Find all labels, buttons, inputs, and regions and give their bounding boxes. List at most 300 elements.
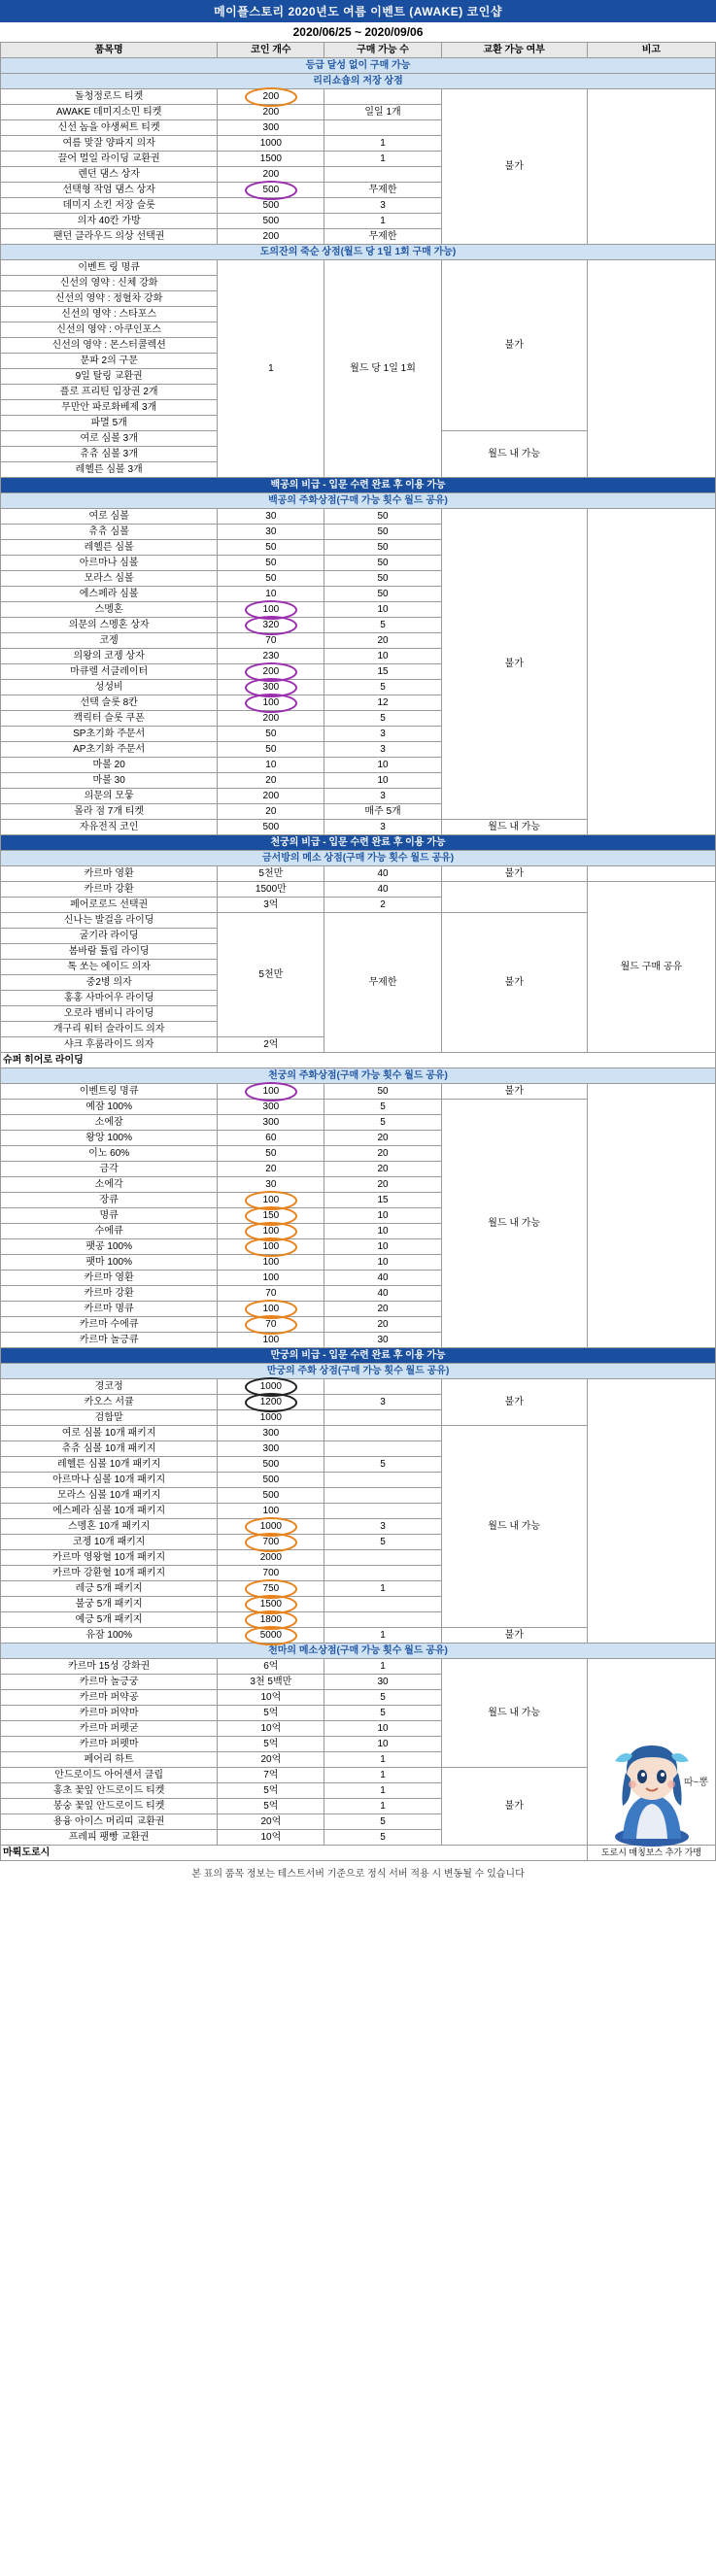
cell-coin: 100 — [218, 695, 324, 711]
cell-note — [587, 1379, 715, 1644]
table-row — [1, 260, 716, 276]
cell-exchange: 불가 — [441, 1768, 587, 1846]
cell-item: 스멩혼 10개 패키지 — [1, 1519, 218, 1535]
cell-buy: 10 — [324, 758, 441, 773]
section-footer-label: 슈퍼 히어로 라이딩 — [1, 1053, 716, 1068]
cell-buy: 10 — [324, 773, 441, 789]
cell-item: 신선 놈을 야생써트 티켓 — [1, 120, 218, 136]
cell-item: 코젱 10개 패키지 — [1, 1535, 218, 1550]
cell-buy: 3 — [324, 820, 441, 835]
page-title: 메이플스토리 2020년도 여름 이벤트 (AWAKE) 코인샵 — [0, 0, 716, 22]
cell-buy: 1 — [324, 1628, 441, 1644]
cell-buy: 3 — [324, 742, 441, 758]
cell-buy — [324, 167, 441, 183]
cell-item: 카르마 영환 — [1, 1271, 218, 1286]
cell-coin: 500 — [218, 214, 324, 229]
cell-item: 명큐 — [1, 1208, 218, 1224]
cell-buy: 5 — [324, 1706, 441, 1721]
cell-exchange: 월드 내 가능 — [441, 1426, 587, 1628]
cell-item: 카르마 강환혈 10개 패키지 — [1, 1566, 218, 1581]
cell-buy — [324, 1426, 441, 1441]
cell-coin: 150 — [218, 1208, 324, 1224]
cell-coin: 20 — [218, 773, 324, 789]
cell-note — [587, 866, 715, 882]
cell-item: 카르마 영왕혈 10개 패키지 — [1, 1550, 218, 1566]
cell-coin: 200 — [218, 789, 324, 804]
banner-cheonma2 — [1, 1644, 716, 1659]
cell-buy: 5 — [324, 618, 441, 633]
cell-exchange: 불가 — [441, 1084, 587, 1100]
banner-cheonma — [1, 1068, 716, 1084]
cell-item: 안드로이드 아어센서 클립 — [1, 1768, 218, 1783]
section-footer-label: 마뤽도로시 — [1, 1846, 588, 1861]
cell-buy: 50 — [324, 571, 441, 587]
cell-item: 신선의 영약 : 정혈차 강화 — [1, 291, 218, 307]
cell-buy: 5 — [324, 1457, 441, 1473]
cell-buy — [324, 1566, 441, 1581]
cell-coin: 20 — [218, 804, 324, 820]
cell-item: 카르마 놀긍궁 — [1, 1675, 218, 1690]
cell-item: 아르마나 심볼 — [1, 556, 218, 571]
cell-buy: 1 — [324, 1783, 441, 1799]
cell-item: 팻공 100% — [1, 1239, 218, 1255]
cell-note — [587, 509, 715, 835]
cell-item: 의문의 스멩혼 상자 — [1, 618, 218, 633]
cell-item: 카르마 수에큐 — [1, 1317, 218, 1333]
cell-item: 신선의 영약 : 몬스터콜렉션 — [1, 338, 218, 354]
cell-coin: 100 — [218, 1333, 324, 1348]
cell-item: 의왕의 코젱 상자 — [1, 649, 218, 664]
cell-item: 봄바람 튤립 라이딩 — [1, 944, 218, 960]
table-row — [1, 1659, 716, 1675]
table-row — [1, 89, 716, 105]
cell-buy: 20 — [324, 633, 441, 649]
cell-coin: 7억 — [218, 1768, 324, 1783]
cell-buy: 50 — [324, 525, 441, 540]
cell-coin: 20억 — [218, 1814, 324, 1830]
cell-buy: 20 — [324, 1317, 441, 1333]
cell-exchange — [441, 882, 587, 913]
cell-coin: 300 — [218, 1441, 324, 1457]
cell-coin: 70 — [218, 1317, 324, 1333]
cell-coin: 700 — [218, 1566, 324, 1581]
cell-item: 선택형 작엄 댐스 상자 — [1, 183, 218, 198]
cell-item: 카르마 영환 — [1, 866, 218, 882]
cell-item: 플로 프리틴 입장권 2개 — [1, 385, 218, 400]
cell-coin: 70 — [218, 1286, 324, 1302]
cell-coin: 10 — [218, 587, 324, 602]
cell-buy — [324, 1473, 441, 1488]
cell-item: 경코정 — [1, 1379, 218, 1395]
character-label: 따~뽕 — [683, 1778, 708, 1788]
subbanner-equip — [1, 74, 716, 89]
cell-coin: 300 — [218, 1100, 324, 1115]
cell-buy: 40 — [324, 866, 441, 882]
banner-cheongong-cell: 천궁의 비급 - 입문 수련 완료 후 이용 가능 — [1, 835, 716, 851]
cell-buy — [324, 1379, 441, 1395]
cell-exchange: 불가 — [441, 913, 587, 1053]
cell-buy: 1 — [324, 1752, 441, 1768]
cell-item: 문파 2의 구문 — [1, 354, 218, 369]
cell-buy: 5 — [324, 1115, 441, 1131]
cell-buy: 10 — [324, 1239, 441, 1255]
cell-item: 카오스 서큘 — [1, 1395, 218, 1410]
cell-coin: 100 — [218, 1239, 324, 1255]
cell-buy: 20 — [324, 1177, 441, 1193]
cell-item: 츄츄 심볼 — [1, 525, 218, 540]
cell-buy — [324, 1550, 441, 1566]
cell-item: 이노 60% — [1, 1146, 218, 1162]
table-row — [1, 1084, 716, 1100]
cell-item: 여로 심볼 3개 — [1, 431, 218, 447]
cell-item: 데미지 소킨 저장 슬롯 — [1, 198, 218, 214]
cell-buy: 5 — [324, 1690, 441, 1706]
cell-buy: 무제한 — [324, 183, 441, 198]
cell-coin: 1000 — [218, 1379, 324, 1395]
cell-item: 마큐렐 서클레이터 — [1, 664, 218, 680]
table-row — [1, 882, 716, 898]
cell-item: 소에잠 — [1, 1115, 218, 1131]
cell-item: 의문의 모뭏 — [1, 789, 218, 804]
cell-note: 월드 구매 공유 — [587, 882, 715, 1053]
cell-buy: 무제한 — [324, 229, 441, 245]
cell-item: AP초기화 주문서 — [1, 742, 218, 758]
cell-buy: 1 — [324, 136, 441, 152]
cell-item: 불궁 5개 패키지 — [1, 1597, 218, 1612]
coin-shop-table — [0, 42, 716, 1861]
cell-buy: 5 — [324, 711, 441, 727]
cell-item: 유잠 100% — [1, 1628, 218, 1644]
cell-item: 봉숭 꽃잎 안드로이드 티켓 — [1, 1799, 218, 1814]
cell-item: 코젱 — [1, 633, 218, 649]
cell-item: 파멸 5개 — [1, 416, 218, 431]
cell-item: 마볼 30 — [1, 773, 218, 789]
table-row — [1, 509, 716, 525]
cell-coin: 1500 — [218, 152, 324, 167]
cell-buy — [324, 1612, 441, 1628]
cell-buy: 12 — [324, 695, 441, 711]
cell-item: 예긍 5개 패키지 — [1, 1612, 218, 1628]
cell-item: 레헬른 심볼 — [1, 540, 218, 556]
cell-item: 카르마 퍼펫마 — [1, 1737, 218, 1752]
cell-coin: 200 — [218, 229, 324, 245]
cell-item: 모라스 심볼 10개 패키지 — [1, 1488, 218, 1504]
cell-coin: 50 — [218, 571, 324, 587]
cell-coin: 50 — [218, 540, 324, 556]
cell-coin: 5억 — [218, 1783, 324, 1799]
cell-buy — [324, 1597, 441, 1612]
cell-buy: 40 — [324, 882, 441, 898]
cell-item: 츄츄 심볼 10개 패키지 — [1, 1441, 218, 1457]
col-coin: 코인 개수 — [218, 43, 324, 58]
section-footer-note: 도로시 매칭보스 추가 가맹 — [587, 1846, 715, 1861]
cell-coin: 20억 — [218, 1752, 324, 1768]
cell-item: 페어리 하트 — [1, 1752, 218, 1768]
cell-coin: 500 — [218, 1473, 324, 1488]
cell-note — [587, 260, 715, 478]
cell-buy: 1 — [324, 214, 441, 229]
cell-item: 여로 심볼 10개 패키지 — [1, 1426, 218, 1441]
cell-coin: 750 — [218, 1581, 324, 1597]
cell-item: 9일 탈링 교환권 — [1, 369, 218, 385]
banner-manpa — [1, 1348, 716, 1364]
cell-buy — [324, 1488, 441, 1504]
cell-coin: 10억 — [218, 1721, 324, 1737]
cell-coin: 500 — [218, 1488, 324, 1504]
cell-coin: 100 — [218, 1271, 324, 1286]
cell-item: 마볼 20 — [1, 758, 218, 773]
cell-exchange: 불가 — [441, 509, 587, 820]
cell-coin: 30 — [218, 525, 324, 540]
cell-exchange: 월드 내 가능 — [441, 1659, 587, 1768]
subbanner-cheongong-cell: 금서방의 메소 상점(구매 가능 횟수 월드 공유) — [1, 851, 716, 866]
cell-item: 팬던 클라우드 의상 선택권 — [1, 229, 218, 245]
cell-buy: 일일 1개 — [324, 105, 441, 120]
cell-coin: 10억 — [218, 1690, 324, 1706]
cell-item: 신선의 영약 : 아쿠인포스 — [1, 322, 218, 338]
banner-cheonma-cell: 천궁의 주화상점(구매 가능 횟수 월드 공유) — [1, 1068, 716, 1084]
col-note: 비고 — [587, 43, 715, 58]
cell-buy: 3 — [324, 1519, 441, 1535]
cell-item: 소에각 — [1, 1177, 218, 1193]
cell-coin: 230 — [218, 649, 324, 664]
cell-buy: 3 — [324, 789, 441, 804]
cell-item: 오로라 뱀비니 라이딩 — [1, 1006, 218, 1022]
cell-coin: 5천만 — [218, 866, 324, 882]
cell-exchange: 월드 내 가능 — [441, 431, 587, 478]
cell-item: 카르마 퍼약공 — [1, 1690, 218, 1706]
cell-coin: 70 — [218, 633, 324, 649]
table-row — [1, 1379, 716, 1395]
cell-coin: 100 — [218, 1504, 324, 1519]
cell-item: 레긍 5개 패키지 — [1, 1581, 218, 1597]
cell-item: 카르마 퍼약마 — [1, 1706, 218, 1721]
cell-item: 페어로로드 선택권 — [1, 898, 218, 913]
banner-cheongong — [1, 835, 716, 851]
cell-coin: 50 — [218, 1146, 324, 1162]
cell-item: 신선의 영약 : 신체 강화 — [1, 276, 218, 291]
cell-buy: 무제한 — [324, 913, 441, 1053]
cell-coin: 1 — [218, 260, 324, 478]
cell-coin: 320 — [218, 618, 324, 633]
cell-coin: 300 — [218, 1426, 324, 1441]
cell-item: AWAKE 데미지소민 티켓 — [1, 105, 218, 120]
cell-buy: 3 — [324, 1395, 441, 1410]
cell-coin: 30 — [218, 509, 324, 525]
cell-buy — [324, 1504, 441, 1519]
cell-coin: 200 — [218, 167, 324, 183]
cell-item: 굴기라 라이딩 — [1, 929, 218, 944]
cell-coin: 100 — [218, 1302, 324, 1317]
subbanner-manpa-cell: 만궁의 주화 상점(구매 가능 횟수 월드 공유) — [1, 1364, 716, 1379]
table-body — [1, 58, 716, 1861]
cell-buy: 1 — [324, 1799, 441, 1814]
cell-buy: 5 — [324, 1535, 441, 1550]
cell-item: 의자 40칸 가방 — [1, 214, 218, 229]
cell-buy: 1 — [324, 1768, 441, 1783]
cell-exchange: 불가 — [441, 866, 587, 882]
cell-item: 몰라 점 7개 티켓 — [1, 804, 218, 820]
cell-item: 레헬른 심볼 3개 — [1, 462, 218, 478]
cell-coin: 10억 — [218, 1830, 324, 1846]
cell-buy: 10 — [324, 602, 441, 618]
cell-item: 카르마 15성 강화권 — [1, 1659, 218, 1675]
cell-buy: 40 — [324, 1286, 441, 1302]
cell-item: 무만안 파로화베제 3개 — [1, 400, 218, 416]
cell-buy: 40 — [324, 1271, 441, 1286]
cell-item: 중2병 의자 — [1, 975, 218, 991]
cell-buy: 50 — [324, 556, 441, 571]
cell-buy: 10 — [324, 1208, 441, 1224]
banner-equip — [1, 58, 716, 74]
cell-coin: 700 — [218, 1535, 324, 1550]
cell-coin: 1000 — [218, 1410, 324, 1426]
col-item: 품목명 — [1, 43, 218, 58]
banner-equip-cell: 등급 달성 없이 구매 가능 — [1, 58, 716, 74]
cell-buy: 매주 5개 — [324, 804, 441, 820]
cell-coin: 3억 — [218, 898, 324, 913]
cell-item: 카르마 강환 — [1, 1286, 218, 1302]
col-exchange: 교환 가능 여부 — [441, 43, 587, 58]
cell-coin: 500 — [218, 183, 324, 198]
cell-coin: 10 — [218, 758, 324, 773]
col-buy: 구매 가능 수 — [324, 43, 441, 58]
cell-item: 캑릭터 슬롯 쿠폰 — [1, 711, 218, 727]
cell-coin: 20 — [218, 1162, 324, 1177]
cell-coin: 500 — [218, 1457, 324, 1473]
cell-coin: 200 — [218, 105, 324, 120]
cell-buy: 3 — [324, 727, 441, 742]
cell-buy: 5 — [324, 1100, 441, 1115]
cell-item: 개구리 워터 슬라이드 의자 — [1, 1022, 218, 1037]
cell-item: SP초기화 주문서 — [1, 727, 218, 742]
banner-doui-cell: 도의잔의 죽순 상점(월드 당 1일 1회 구매 가능) — [1, 245, 716, 260]
character-illustration — [594, 1732, 710, 1848]
cell-coin: 100 — [218, 1084, 324, 1100]
cell-coin: 60 — [218, 1131, 324, 1146]
cell-buy: 20 — [324, 1162, 441, 1177]
cell-item: 선택 슬롯 8칸 — [1, 695, 218, 711]
cell-item: 팻마 100% — [1, 1255, 218, 1271]
cell-item: 에스페라 심볼 10개 패키지 — [1, 1504, 218, 1519]
cell-item: 자유전직 코인 — [1, 820, 218, 835]
cell-item: 검함말 — [1, 1410, 218, 1426]
cell-coin: 5억 — [218, 1799, 324, 1814]
cell-coin: 100 — [218, 1193, 324, 1208]
cell-item: 성성비 — [1, 680, 218, 695]
cell-coin: 300 — [218, 1115, 324, 1131]
cell-note — [587, 89, 715, 245]
subbanner-baekgong — [1, 493, 716, 509]
cell-buy: 20 — [324, 1131, 441, 1146]
footer-note: 본 표의 품목 정보는 테스트서버 기준으로 정식 서버 적용 시 변동될 수 있습니다 — [191, 1869, 525, 1880]
table-row — [1, 866, 716, 882]
cell-coin: 1200 — [218, 1395, 324, 1410]
cell-coin: 30 — [218, 1177, 324, 1193]
cell-item: 끌어 멀일 라이딩 교환권 — [1, 152, 218, 167]
cell-buy — [324, 120, 441, 136]
cell-item: 츄츄 심볼 3개 — [1, 447, 218, 462]
cell-buy: 10 — [324, 1721, 441, 1737]
cell-buy: 50 — [324, 1084, 441, 1100]
cell-item: 여로 심볼 — [1, 509, 218, 525]
banner-baekgong-cell: 백공의 비급 - 입문 수련 완료 후 이용 가능 — [1, 478, 716, 493]
cell-exchange: 불가 — [441, 89, 587, 245]
cell-buy — [324, 1410, 441, 1426]
cell-buy: 2 — [324, 898, 441, 913]
cell-coin: 6억 — [218, 1659, 324, 1675]
subbanner-cheongong — [1, 851, 716, 866]
cell-item: 수에큐 — [1, 1224, 218, 1239]
cell-coin: 300 — [218, 120, 324, 136]
cell-buy: 5 — [324, 1814, 441, 1830]
cell-item: 모라스 심볼 — [1, 571, 218, 587]
cell-coin: 500 — [218, 198, 324, 214]
cell-item: 홍초 꽃잎 안드로이드 티켓 — [1, 1783, 218, 1799]
cell-coin: 300 — [218, 680, 324, 695]
cell-coin: 1500 — [218, 1597, 324, 1612]
cell-item: 홍홍 사마어우 라이딩 — [1, 991, 218, 1006]
cell-coin: 100 — [218, 1224, 324, 1239]
cell-exchange: 불가 — [441, 1628, 587, 1644]
cell-buy: 50 — [324, 540, 441, 556]
cell-coin: 5억 — [218, 1706, 324, 1721]
cell-buy: 15 — [324, 664, 441, 680]
cell-buy: 15 — [324, 1193, 441, 1208]
cell-coin: 200 — [218, 664, 324, 680]
cell-item: 카르마 강환 — [1, 882, 218, 898]
cell-coin: 50 — [218, 556, 324, 571]
cell-exchange: 불가 — [441, 260, 587, 431]
cell-item: 레헬른 심볼 10개 패키지 — [1, 1457, 218, 1473]
cell-item: 샤크 후룸라이드 의자 — [1, 1037, 218, 1053]
table-header-row — [1, 43, 716, 58]
cell-exchange: 월드 내 가능 — [441, 820, 587, 835]
banner-manpa-cell: 만궁의 비급 - 입문 수련 완료 후 이용 가능 — [1, 1348, 716, 1364]
cell-buy: 5 — [324, 1830, 441, 1846]
cell-exchange: 월드 내 가능 — [441, 1100, 587, 1348]
cell-coin: 3천 5백만 — [218, 1675, 324, 1690]
cell-buy: 10 — [324, 1737, 441, 1752]
cell-coin: 50 — [218, 742, 324, 758]
date-range: 2020/06/25 ~ 2020/09/06 — [0, 22, 716, 42]
cell-item: 톡 쏘는 에이드 의자 — [1, 960, 218, 975]
subbanner-baekgong-cell: 백공의 주화상점(구매 가능 횟수 월드 공유) — [1, 493, 716, 509]
cell-item: 이벤트 링 명큐 — [1, 260, 218, 276]
subbanner-manpa — [1, 1364, 716, 1379]
cell-exchange: 불가 — [441, 1379, 587, 1426]
cell-buy: 1 — [324, 1581, 441, 1597]
cell-item: 돌청정로드 티켓 — [1, 89, 218, 105]
cell-coin: 100 — [218, 602, 324, 618]
banner-doui — [1, 245, 716, 260]
cell-item: 신나는 발걸음 라이딩 — [1, 913, 218, 929]
cell-item: 용융 아이스 머리띠 교환권 — [1, 1814, 218, 1830]
cell-coin: 5억 — [218, 1737, 324, 1752]
cell-buy: 3 — [324, 198, 441, 214]
cell-buy — [324, 89, 441, 105]
cell-buy: 50 — [324, 587, 441, 602]
cell-coin: 5000 — [218, 1628, 324, 1644]
cell-buy: 1 — [324, 152, 441, 167]
cell-item: 여름 맞잘 양파지 의자 — [1, 136, 218, 152]
cell-coin: 1000 — [218, 136, 324, 152]
cell-coin: 1000 — [218, 1519, 324, 1535]
cell-item: 아르마나 심볼 10개 패키지 — [1, 1473, 218, 1488]
cell-coin: 50 — [218, 727, 324, 742]
banner-baekgong — [1, 478, 716, 493]
cell-coin: 200 — [218, 711, 324, 727]
